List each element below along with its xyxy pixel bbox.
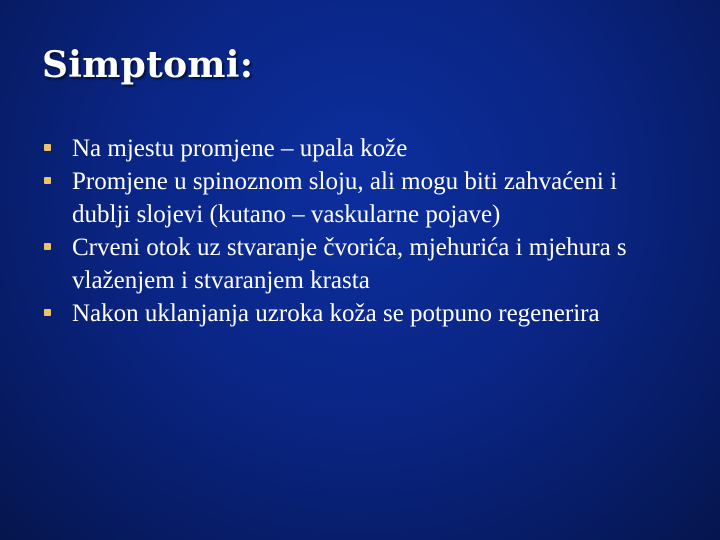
bullet-text: Promjene u spinoznom sloju, ali mogu biti zahvaćeni i dublji slojevi (kutano – vaskularne pojave) — [72, 168, 618, 228]
bullet-item — [44, 231, 674, 297]
bullet-text: Nakon uklanjanja uzroka koža se potpuno regenerira — [72, 300, 600, 327]
square-bullet-icon — [44, 309, 51, 316]
bullet-item — [44, 132, 674, 165]
bullet-list — [44, 132, 674, 330]
bullet-item — [44, 165, 674, 231]
bullet-text: Na mjestu promjene – upala kože — [72, 135, 408, 162]
square-bullet-icon — [44, 144, 51, 151]
bullet-text: Crveni otok uz stvaranje čvorića, mjehurića i mjehura s vlaženjem i stvaranjem krasta — [72, 234, 627, 294]
square-bullet-icon — [44, 177, 51, 184]
slide-title: Simptomi: — [42, 44, 254, 86]
square-bullet-icon — [44, 243, 51, 250]
bullet-item — [44, 297, 674, 330]
